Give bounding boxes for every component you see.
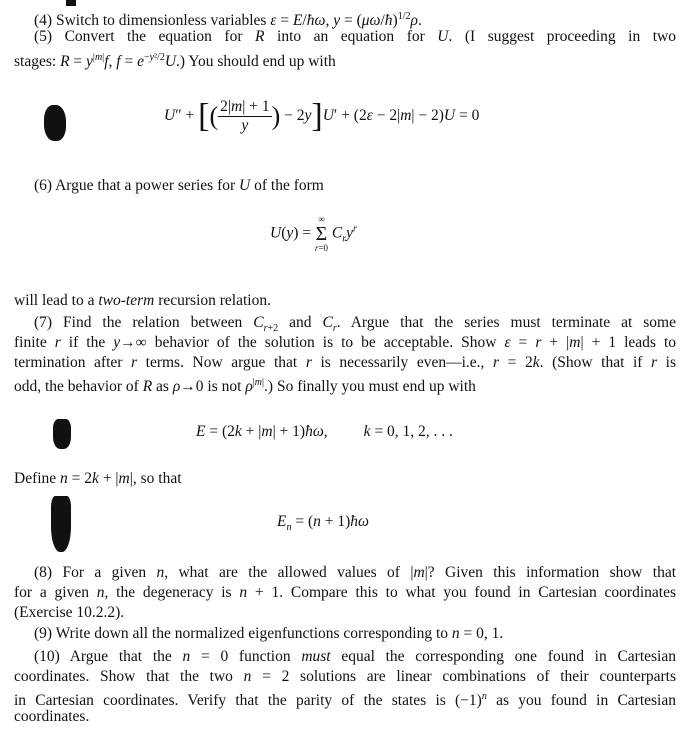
- item-10-line-3: in Cartesian coordinates. Verify that the parity of the states is $(-1)^n$ as you found in Cartesian: [14, 691, 676, 710]
- item-4: (4) Switch to dimensionless variables ε = E/ħω, y = (μω/ħ)$^{1/2}$ρ.: [34, 11, 422, 30]
- item-9: (9) Write down all the normalized eigenfunctions corresponding to n = 0, 1.: [34, 625, 504, 642]
- define-n: Define n = 2k + |m|, so that: [14, 470, 182, 487]
- equation-3: E = (2k + |m| + 1)ħω, k = 0, 1, 2, . . .: [196, 423, 453, 440]
- item-10-line-2: coordinates. Show that the two n = 2 solutions are linear combinations of their counterparts: [14, 668, 676, 685]
- equation-4: $E_n = (n$ + 1)ħω: [277, 513, 369, 534]
- item-7-line-2: finite r if the y→∞ behavior of the solution is to be acceptable. Show ε = r + |m| + 1 leads to: [14, 334, 677, 351]
- item-10-line-4: coordinates.: [14, 708, 90, 725]
- item-10-line-1: (10) Argue that the n = 0 function must equal the corresponding one found in Cartesian: [34, 648, 676, 665]
- item-8-line-2: for a given n, the degeneracy is n + 1. Compare this to what you found in Cartesian coordinates: [14, 584, 676, 601]
- equation-marker-1: [44, 105, 66, 141]
- item-8-line-1: (8) For a given n, what are the allowed values of |m|? Given this information show that: [34, 564, 677, 581]
- item-7-line-1: (7) Find the relation between $C_{r+2}$ and $C_r$. Argue that the series must terminate at some: [34, 314, 676, 335]
- item-5-line-1: (5) Convert the equation for R into an equation for U. (I suggest proceeding in two: [34, 28, 676, 45]
- equation-marker-3: [51, 496, 71, 552]
- item-6-conclusion: will lead to a two-term recursion relation.: [14, 292, 271, 309]
- item-7-line-4: odd, the behavior of R as ρ→0 is not $\rho^{|m|}$.) So finally you must end up with: [14, 377, 476, 396]
- top-mark: [66, 0, 76, 6]
- item-5-line-2: stages: $R = y^{|m|}f$, $f = e^{-y^2/2}U$.) You should end up with: [14, 52, 336, 71]
- equation-2: U(y) = ∞ Σ r=0 $C_ry^r$: [270, 214, 357, 253]
- item-6: (6) Argue that a power series for U of the form: [34, 177, 324, 194]
- item-7-line-3: termination after r terms. Now argue that r is necessarily even—i.e., r = 2k. (Show that if r is: [14, 354, 677, 371]
- equation-1: U″ + [( $\frac{2|m| + 1}{y}$ ) − 2y]U′ + (2ε − 2|m| − 2)U = 0: [164, 97, 480, 135]
- item-8-line-3: (Exercise 10.2.2).: [14, 604, 125, 621]
- equation-marker-2: [53, 419, 71, 449]
